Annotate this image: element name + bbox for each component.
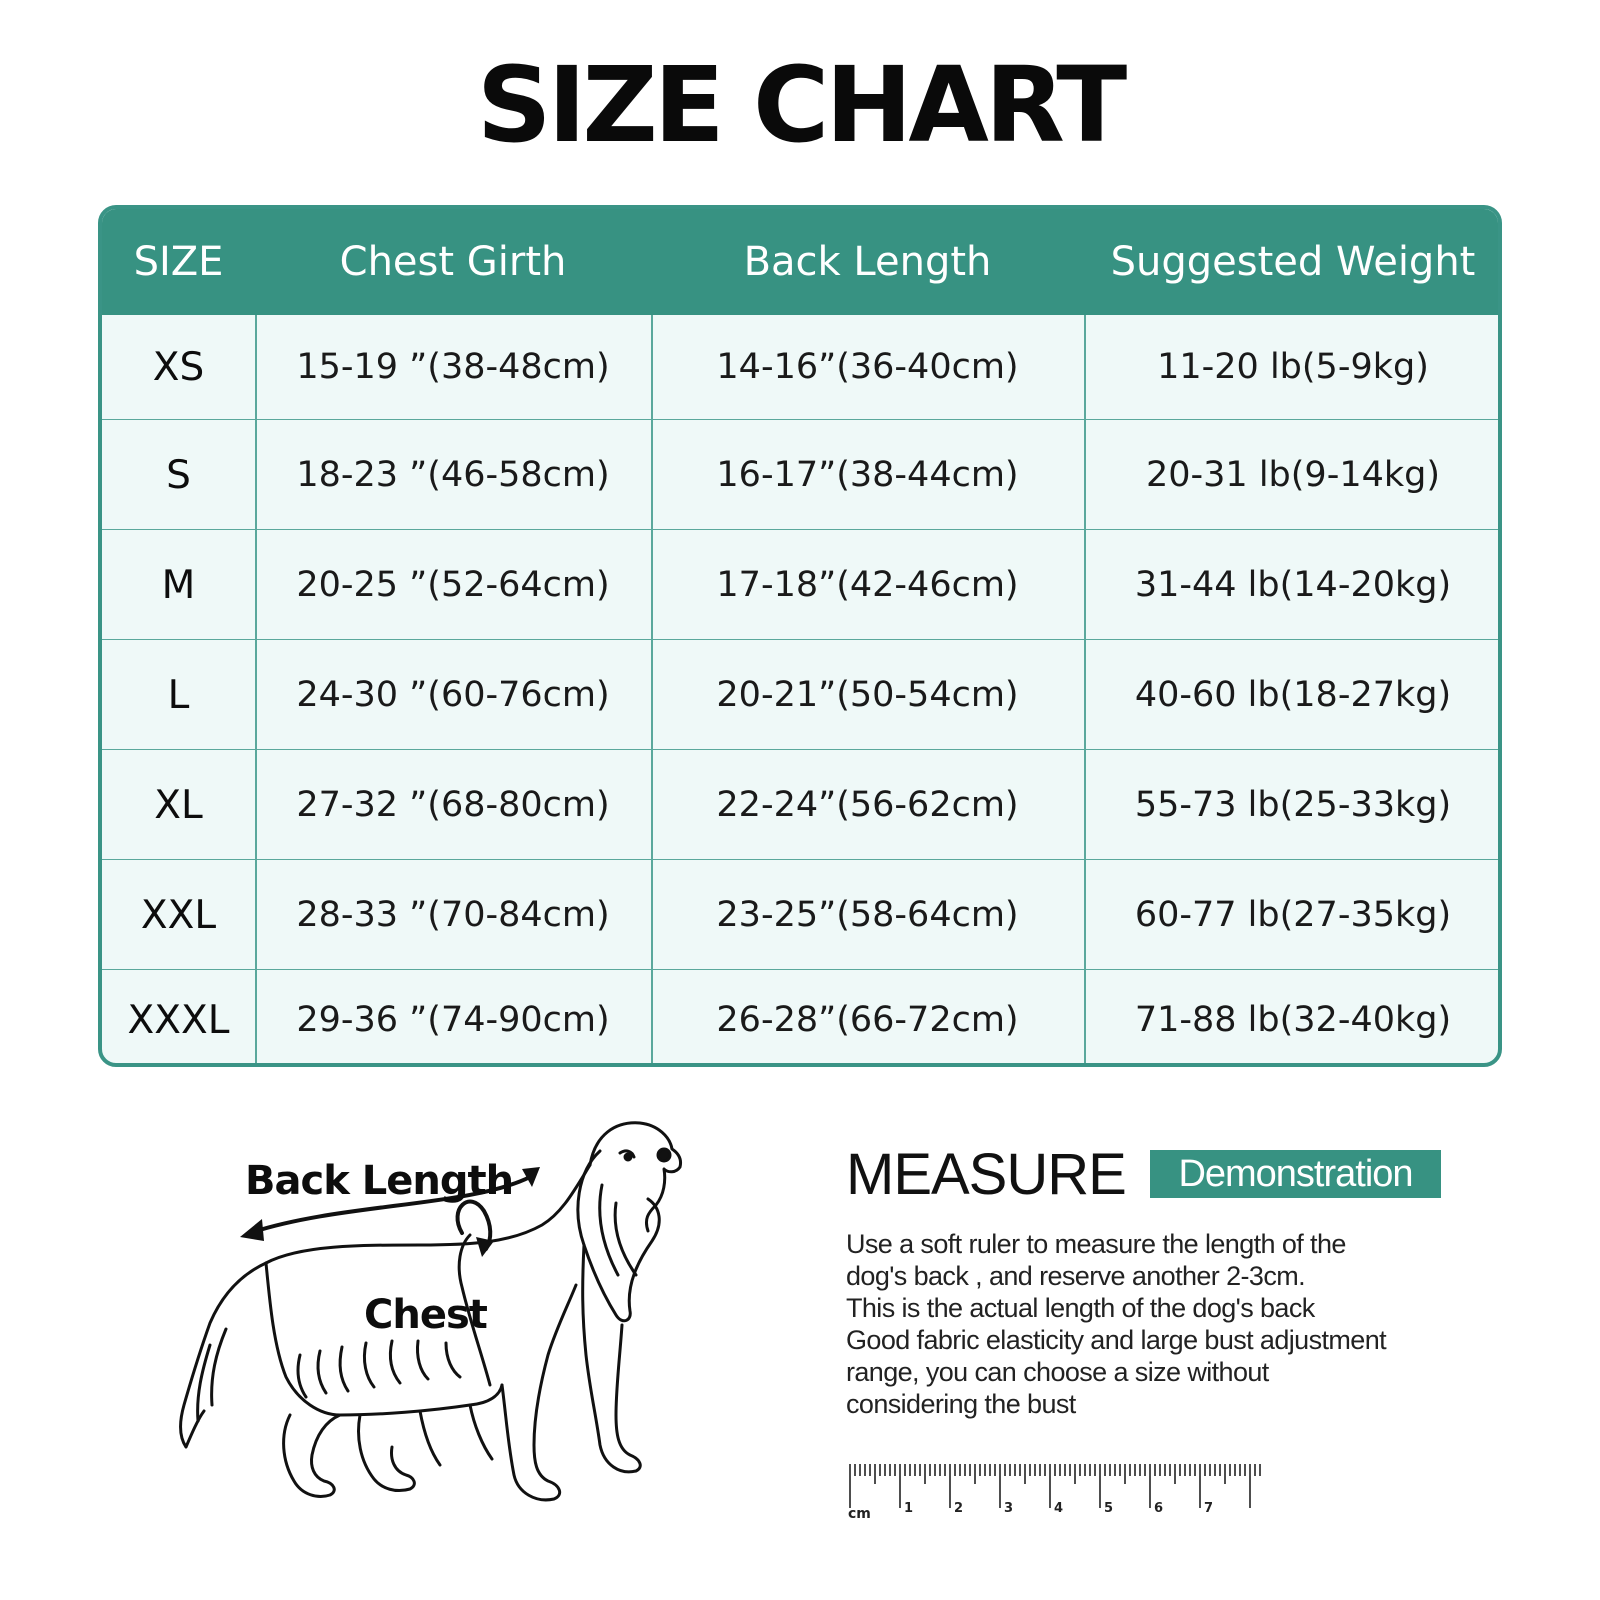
table-row xyxy=(102,315,1498,419)
table-row xyxy=(102,639,1498,750)
cell-suggested-weight: 31-44 lb(14-20kg) xyxy=(1134,565,1452,605)
header-chest-girth: Chest Girth xyxy=(339,239,567,285)
ruler-illustration xyxy=(846,1462,1266,1522)
header-back-length: Back Length xyxy=(743,239,992,285)
ruler-number: 5 xyxy=(1104,1501,1114,1516)
dog-head-outline xyxy=(590,1123,681,1231)
cell-back-length: 17-18”(42-46cm) xyxy=(716,565,1019,605)
cell-suggested-weight: 40-60 lb(18-27kg) xyxy=(1134,675,1452,715)
column-divider xyxy=(255,315,257,1063)
header-suggested-weight: Suggested Weight xyxy=(1110,239,1476,285)
dog-hind-leg xyxy=(284,1415,340,1496)
dog-belly xyxy=(266,1263,502,1415)
dog-front-leg-2 xyxy=(502,1285,576,1500)
cell-suggested-weight: 20-31 lb(9-14kg) xyxy=(1146,455,1440,495)
table-row xyxy=(102,419,1498,530)
dog-nose xyxy=(658,1149,670,1161)
cell-suggested-weight: 71-88 lb(32-40kg) xyxy=(1134,1000,1452,1040)
header-size: SIZE xyxy=(133,239,224,285)
arrow-head-left xyxy=(240,1219,264,1241)
cell-size: XS xyxy=(152,344,205,390)
ruler-number: 2 xyxy=(954,1501,964,1516)
back-length-label: Back Length xyxy=(245,1158,514,1204)
cell-chest-girth: 29-36 ”(74-90cm) xyxy=(296,1000,610,1040)
cell-chest-girth: 15-19 ”(38-48cm) xyxy=(296,347,610,387)
table-header xyxy=(102,209,1498,315)
cell-chest-girth: 20-25 ”(52-64cm) xyxy=(296,565,610,605)
cell-back-length: 16-17”(38-44cm) xyxy=(716,455,1019,495)
dog-tail xyxy=(181,1263,267,1447)
cell-chest-girth: 28-33 ”(70-84cm) xyxy=(296,895,610,935)
cell-size: XXXL xyxy=(127,997,230,1043)
cell-suggested-weight: 60-77 lb(27-35kg) xyxy=(1134,895,1452,935)
arrow-head-right xyxy=(522,1167,540,1187)
ruler-unit: cm xyxy=(848,1506,871,1522)
table-row xyxy=(102,859,1498,970)
instruction-line: range, you can choose a size without xyxy=(846,1357,1269,1387)
instruction-line: This is the actual length of the dog's back xyxy=(846,1293,1315,1323)
cell-suggested-weight: 11-20 lb(5-9kg) xyxy=(1157,347,1429,387)
measure-heading: MEASURE xyxy=(846,1142,1126,1207)
ruler-number: 1 xyxy=(904,1501,914,1516)
ruler-number: 7 xyxy=(1204,1501,1214,1516)
instruction-line: Use a soft ruler to measure the length of the xyxy=(846,1229,1346,1259)
dog-eye xyxy=(625,1154,631,1160)
instruction-line: Good fabric elasticity and large bust adjustment xyxy=(846,1325,1387,1355)
dog-hind-leg-2 xyxy=(359,1415,415,1491)
size-table xyxy=(98,205,1502,1067)
cell-size: XXL xyxy=(140,892,217,938)
cell-size: XL xyxy=(154,782,203,828)
cell-size: M xyxy=(161,562,196,608)
table-row xyxy=(102,529,1498,640)
ruler-number: 6 xyxy=(1154,1501,1164,1516)
cell-chest-girth: 27-32 ”(68-80cm) xyxy=(296,785,610,825)
cell-back-length: 14-16”(36-40cm) xyxy=(716,347,1019,387)
cell-size: S xyxy=(166,452,191,498)
table-row xyxy=(102,969,1498,1067)
table-row xyxy=(102,749,1498,860)
cell-back-length: 26-28”(66-72cm) xyxy=(716,1000,1019,1040)
chest-label: Chest xyxy=(364,1292,487,1338)
cell-back-length: 23-25”(58-64cm) xyxy=(716,895,1019,935)
demonstration-badge: Demonstration xyxy=(1150,1150,1441,1198)
cell-suggested-weight: 55-73 lb(25-33kg) xyxy=(1134,785,1452,825)
page-title: SIZE CHART xyxy=(476,44,1124,166)
cell-chest-girth: 24-30 ”(60-76cm) xyxy=(296,675,610,715)
cell-back-length: 20-21”(50-54cm) xyxy=(716,675,1019,715)
instruction-line: dog's back , and reserve another 2-3cm. xyxy=(846,1261,1306,1291)
cell-size: L xyxy=(167,672,190,718)
column-divider xyxy=(1084,315,1086,1063)
measure-instructions xyxy=(846,1228,1486,1420)
ruler-number: 3 xyxy=(1004,1501,1014,1516)
column-divider xyxy=(651,315,653,1063)
cell-chest-girth: 18-23 ”(46-58cm) xyxy=(296,455,610,495)
ruler-number: 4 xyxy=(1054,1501,1064,1516)
cell-back-length: 22-24”(56-62cm) xyxy=(716,785,1019,825)
instruction-line: considering the bust xyxy=(846,1389,1076,1419)
